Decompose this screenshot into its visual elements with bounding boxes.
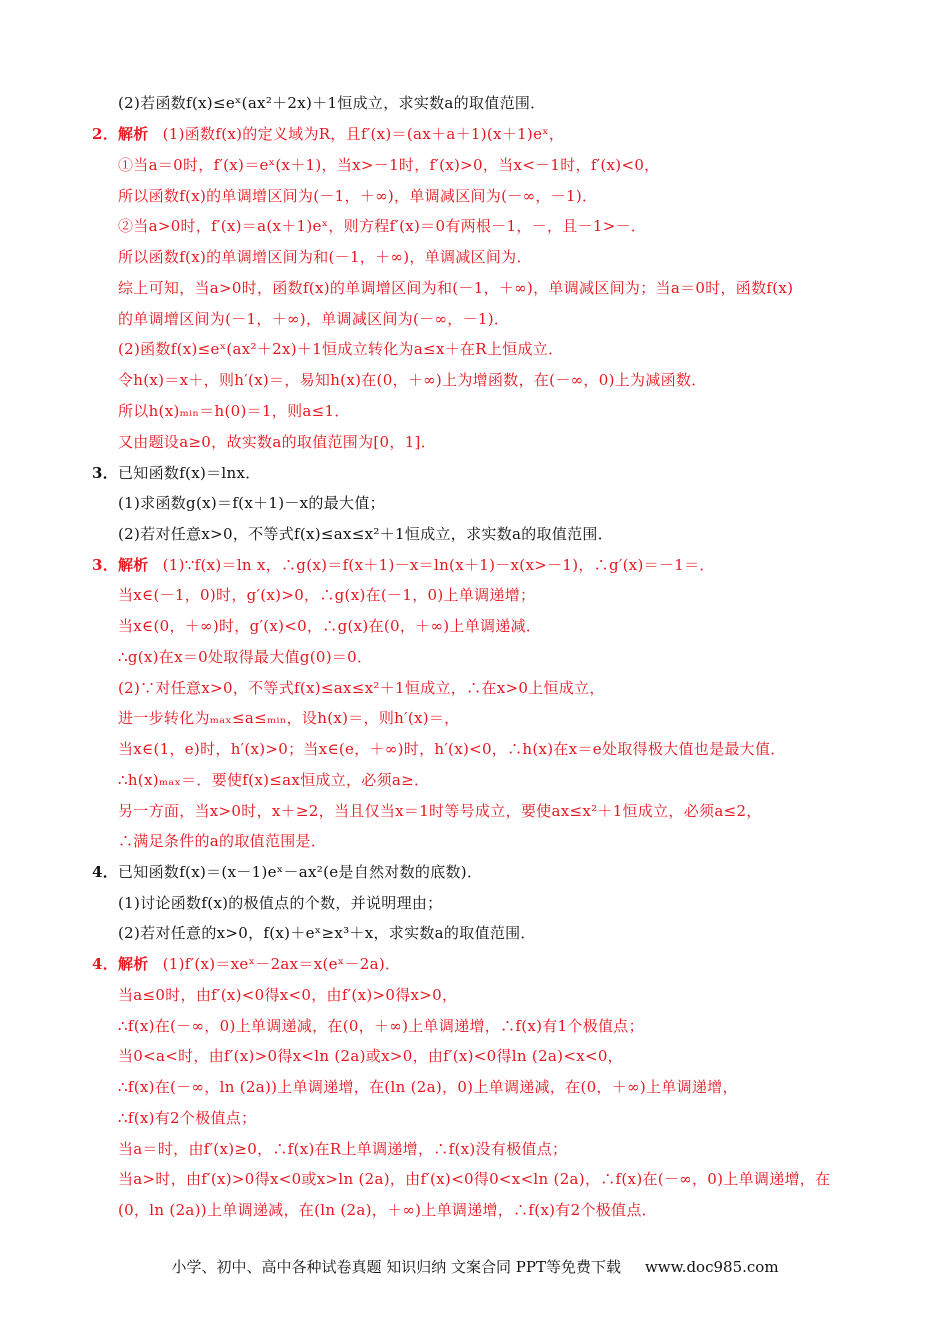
text-line xyxy=(118,831,326,851)
text-line xyxy=(118,1016,644,1036)
text-line xyxy=(118,278,793,298)
line-text: ①当a＝0时，f′(x)＝eˣ(x＋1)，当x>－1时，f′(x)>0，当x<－1时，f′(x)<0， xyxy=(118,156,660,174)
line-text: 所以函数f(x)的单调增区间为(－1，＋∞)，单调减区间为(－∞，－1)． xyxy=(118,187,598,205)
text-line xyxy=(118,739,786,759)
line-text: (2)若函数f(x)≤eˣ(ax²＋2x)＋1恒成立，求实数a的取值范围． xyxy=(118,94,546,112)
footer-url[interactable]: www.doc985.com xyxy=(644,1258,779,1276)
text-line xyxy=(118,1139,567,1159)
text-line xyxy=(118,186,597,206)
text-line xyxy=(118,432,436,452)
text-line xyxy=(118,708,459,728)
text-line xyxy=(118,801,762,821)
text-line xyxy=(118,647,372,667)
line-text: (0，ln (2a))上单调递减，在(ln (2a)，＋∞)上单调递增，∴f(x)有2个极值点． xyxy=(118,1201,657,1219)
text-line xyxy=(118,1200,657,1220)
text-line xyxy=(118,1046,623,1066)
text-line xyxy=(118,216,646,236)
line-text: 当x∈(0，＋∞)时，g′(x)<0，∴g(x)在(0，＋∞)上单调递减． xyxy=(118,617,542,635)
item-number: 2． xyxy=(92,125,119,143)
line-text: 综上可知，当a>0时，函数f(x)的单调增区间为和(－1，＋∞)，单调减区间为；当a＝0时，函数f(x) xyxy=(118,279,794,297)
line-text: 已知函数f(x)＝lnx． xyxy=(118,464,261,482)
line-text: 的单调增区间为(－1，＋∞)，单调减区间为(－∞，－1)． xyxy=(118,310,510,328)
line-text: (2)函数f(x)≤eˣ(ax²＋2x)＋1恒成立转化为a≤x＋在R上恒成立． xyxy=(118,340,564,358)
line-text: (1)求函数g(x)＝f(x＋1)－x的最大值； xyxy=(118,494,385,512)
page-footer xyxy=(0,1256,950,1277)
line-text: (1)函数f(x)的定义域为R，且f′(x)＝(ax＋a＋1)(x＋1)eˣ， xyxy=(162,125,565,143)
text-line xyxy=(118,585,535,605)
line-text: 当a≤0时，由f′(x)<0得x<0，由f′(x)>0得x>0， xyxy=(118,986,458,1004)
line-text: (2)若对任意x>0，不等式f(x)≤ax≤x²＋1恒成立，求实数a的取值范围． xyxy=(118,525,614,543)
solution-tag: 解析 xyxy=(118,556,149,574)
line-text: 所以函数f(x)的单调增区间为和(－1，＋∞)，单调减区间为． xyxy=(118,248,532,266)
line-text: ∴h(x)ₘₐₓ＝．要使f(x)≤ax恒成立，必须a≥． xyxy=(118,771,430,789)
line-text: 当x∈(1，e)时，h′(x)>0；当x∈(e，＋∞)时，h′(x)<0，∴h(x)在x＝e处取得极大值也是最大值． xyxy=(118,740,786,758)
line-text: 令h(x)＝x＋，则h′(x)＝，易知h(x)在(0，＋∞)上为增函数，在(－∞，0)上为减函数． xyxy=(118,371,707,389)
text-line xyxy=(118,309,509,329)
item-number: 3． xyxy=(92,556,119,574)
text-line xyxy=(118,985,457,1005)
solution-tag: 解析 xyxy=(118,955,149,973)
text-line xyxy=(118,1108,256,1128)
line-text: ∴满足条件的a的取值范围是． xyxy=(118,832,327,850)
problem-line xyxy=(92,463,261,483)
line-text: (1)f′(x)＝xeˣ－2ax＝x(eˣ－2a)． xyxy=(162,955,401,973)
solution-line xyxy=(92,954,400,974)
line-text: (1)讨论函数f(x)的极值点的个数，并说明理由； xyxy=(118,894,443,912)
text-line xyxy=(118,616,541,636)
text-line xyxy=(118,339,563,359)
text-line xyxy=(118,770,429,790)
problem-line xyxy=(92,862,482,882)
line-text: 已知函数f(x)＝(x－1)eˣ－ax²(e是自然对数的底数)． xyxy=(118,863,483,881)
text-line xyxy=(118,370,707,390)
line-text: 当x∈(－1，0)时，g′(x)>0，∴g(x)在(－1，0)上单调递增； xyxy=(118,586,536,604)
item-number: 3． xyxy=(92,464,119,482)
solution-tag: 解析 xyxy=(118,125,149,143)
line-text: 所以h(x)ₘᵢₙ＝h(0)＝1，则a≤1． xyxy=(118,402,350,420)
line-text: (2)∵对任意x>0，不等式f(x)≤ax≤x²＋1恒成立，∴在x>0上恒成立， xyxy=(118,679,605,697)
text-line xyxy=(118,93,545,113)
line-text: ②当a>0时，f′(x)＝a(x＋1)eˣ，则方程f′(x)＝0有两根－1，－，且－1>－． xyxy=(118,217,647,235)
text-line xyxy=(118,155,659,175)
line-text: 当a>时，由f′(x)>0得x<0或x>ln (2a)，由f′(x)<0得0<x<ln (2a)，∴f(x)在(－∞，0)上单调递增，在 xyxy=(118,1170,831,1188)
line-text: 又由题设a≥0，故实数a的取值范围为[0，1]． xyxy=(118,433,436,451)
solution-line xyxy=(92,124,564,144)
text-line xyxy=(118,493,385,513)
item-number: 4． xyxy=(92,955,119,973)
line-text: 进一步转化为ₘₐₓ≤a≤ₘᵢₙ，设h(x)＝，则h′(x)＝， xyxy=(118,709,460,727)
text-line xyxy=(118,247,532,267)
item-number: 4． xyxy=(92,863,119,881)
text-line xyxy=(118,923,536,943)
line-text: (1)∵f(x)＝ln x，∴g(x)＝f(x＋1)－x＝ln(x＋1)－x(x>－1)，∴g′(x)＝－1＝． xyxy=(162,556,715,574)
footer-text: 小学、初中、高中各种试卷真题 知识归纳 文案合同 PPT等免费下载 xyxy=(171,1258,621,1276)
line-text: ∴f(x)在(－∞，0)上单调递减，在(0，＋∞)上单调递增，∴f(x)有1个极值点； xyxy=(118,1017,644,1035)
line-text: 当0<a<时，由f′(x)>0得x<ln (2a)或x>0，由f′(x)<0得ln (2a)<x<0， xyxy=(118,1047,623,1065)
line-text: 另一方面，当x>0时，x＋≥2，当且仅当x＝1时等号成立，要使ax≤x²＋1恒成立，必须a≤2， xyxy=(118,802,762,820)
line-text: ∴f(x)有2个极值点； xyxy=(118,1109,257,1127)
line-text: ∴f(x)在(－∞，ln (2a))上单调递增，在(ln (2a)，0)上单调递减，在(0，＋∞)上单调递增， xyxy=(118,1078,738,1096)
line-text: (2)若对任意的x>0，f(x)＋eˣ≥x³＋x，求实数a的取值范围． xyxy=(118,924,536,942)
text-line xyxy=(118,678,605,698)
line-text: ∴g(x)在x＝0处取得最大值g(0)＝0． xyxy=(118,648,373,666)
text-line xyxy=(118,1169,830,1189)
line-text: 当a＝时，由f′(x)≥0，∴f(x)在R上单调递增，∴f(x)没有极值点； xyxy=(118,1140,568,1158)
text-line xyxy=(118,401,350,421)
text-line xyxy=(118,1077,738,1097)
text-line xyxy=(118,893,442,913)
text-line xyxy=(118,524,613,544)
solution-line xyxy=(92,555,715,575)
